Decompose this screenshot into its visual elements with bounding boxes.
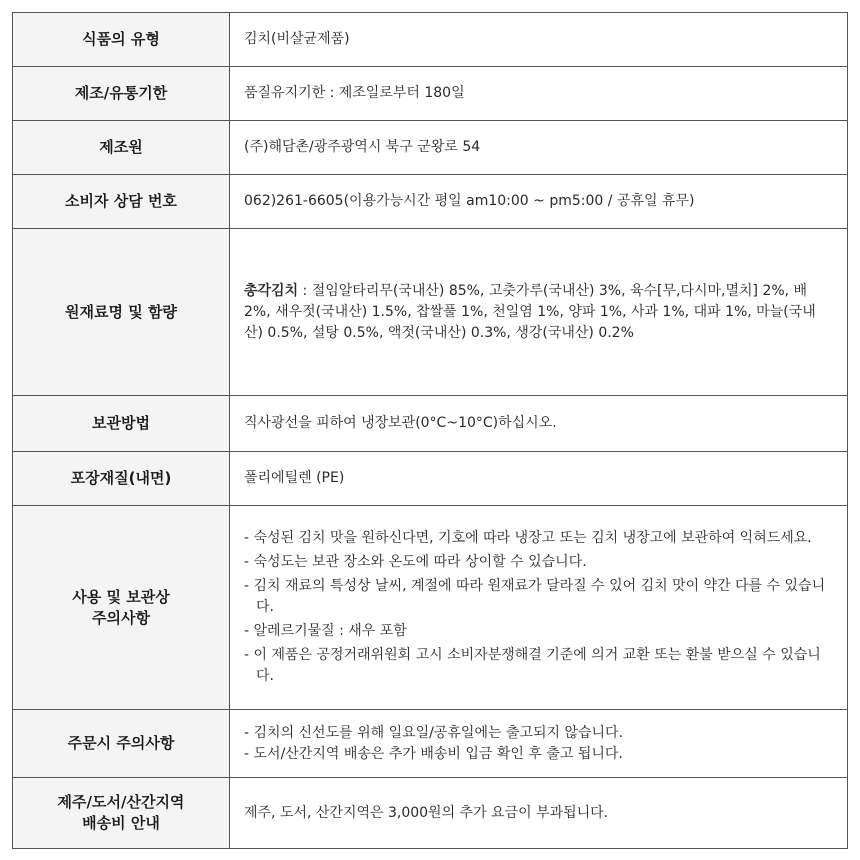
row-order-cautions (13, 710, 848, 778)
usage-cautions-list (244, 528, 833, 687)
remote-delivery-label-line2: 배송비 안내 (82, 814, 160, 832)
storage-label: 보관방법 (13, 396, 230, 452)
expiry-label: 제조/유통기한 (13, 67, 230, 121)
usage-cautions-label-line2: 주의사항 (92, 608, 150, 627)
list-item: - 도서/산간지역 배송은 추가 배송비 입금 확인 후 출고 됩니다. (244, 744, 833, 765)
manufacturer-label: 제조원 (13, 121, 230, 175)
list-item: - 김치 재료의 특성상 날씨, 계절에 따라 원재료가 달라질 수 있어 김치 맛이 약간 다를 수 있습니다. (244, 576, 833, 618)
list-item: - 김치의 신선도를 위해 일요일/공휴일에는 출고되지 않습니다. (244, 723, 833, 744)
manufacturer-value: (주)해담촌/광주광역시 북구 군왕로 54 (230, 121, 848, 175)
packaging-label: 포장재질(내면) (13, 452, 230, 506)
consumer-contact-label: 소비자 상담 번호 (13, 175, 230, 229)
order-cautions-label: 주문시 주의사항 (13, 710, 230, 778)
row-storage (13, 396, 848, 452)
ingredients-list: : 절임알타리무(국내산) 85%, 고춧가루(국내산) 3%, 육수[무,다시마,멸치] 2%, 배 2%, 새우젓(국내산) 1.5%, 찹쌀풀 1%, 천일염 1%, 양파 1%, 사과 1%, 대파 1%, 마늘(국내산) 0.5%, 설탕 0.5%, 액젓(국내산) 0.3%, 생강(국내산) 0.2% (244, 283, 816, 341)
row-usage-cautions (13, 506, 848, 710)
consumer-contact-value: 062)261-6605(이용가능시간 평일 am10:00 ~ pm5:00 / 공휴일 휴무) (230, 175, 848, 229)
usage-cautions-label (13, 506, 230, 710)
order-cautions-list (244, 723, 833, 765)
row-expiry (13, 67, 848, 121)
row-food-type (13, 13, 848, 67)
row-consumer-contact (13, 175, 848, 229)
list-item: - 숙성도는 보관 장소와 온도에 따라 상이할 수 있습니다. (244, 552, 833, 573)
ingredients-label: 원재료명 및 함량 (13, 229, 230, 396)
remote-delivery-label (13, 778, 230, 849)
order-cautions-value (230, 710, 848, 778)
remote-delivery-label-line1: 제주/도서/산간지역 (57, 793, 185, 811)
packaging-value: 폴리에틸렌 (PE) (230, 452, 848, 506)
product-info-table (12, 12, 848, 849)
remote-delivery-value: 제주, 도서, 산간지역은 3,000원의 추가 요금이 부과됩니다. (230, 778, 848, 849)
usage-cautions-label-line1: 사용 및 보관상 (72, 587, 170, 606)
food-type-value: 김치(비살균제품) (230, 13, 848, 67)
food-type-label: 식품의 유형 (13, 13, 230, 67)
list-item: - 이 제품은 공정거래위원회 고시 소비자분쟁해결 기준에 의거 교환 또는 환불 받으실 수 있습니다. (244, 645, 833, 687)
row-packaging (13, 452, 848, 506)
ingredients-product-name: 총각김치 (244, 283, 299, 299)
row-remote-delivery (13, 778, 848, 849)
row-manufacturer (13, 121, 848, 175)
storage-value: 직사광선을 피하여 냉장보관(0°C~10°C)하십시오. (230, 396, 848, 452)
ingredients-value (230, 229, 848, 396)
list-item: - 숙성된 김치 맛을 원하신다면, 기호에 따라 냉장고 또는 김치 냉장고에 보관하여 익혀드세요. (244, 528, 833, 549)
list-item: - 알레르기물질 : 새우 포함 (244, 621, 833, 642)
expiry-value: 품질유지기한 : 제조일로부터 180일 (230, 67, 848, 121)
row-ingredients (13, 229, 848, 396)
usage-cautions-value (230, 506, 848, 710)
